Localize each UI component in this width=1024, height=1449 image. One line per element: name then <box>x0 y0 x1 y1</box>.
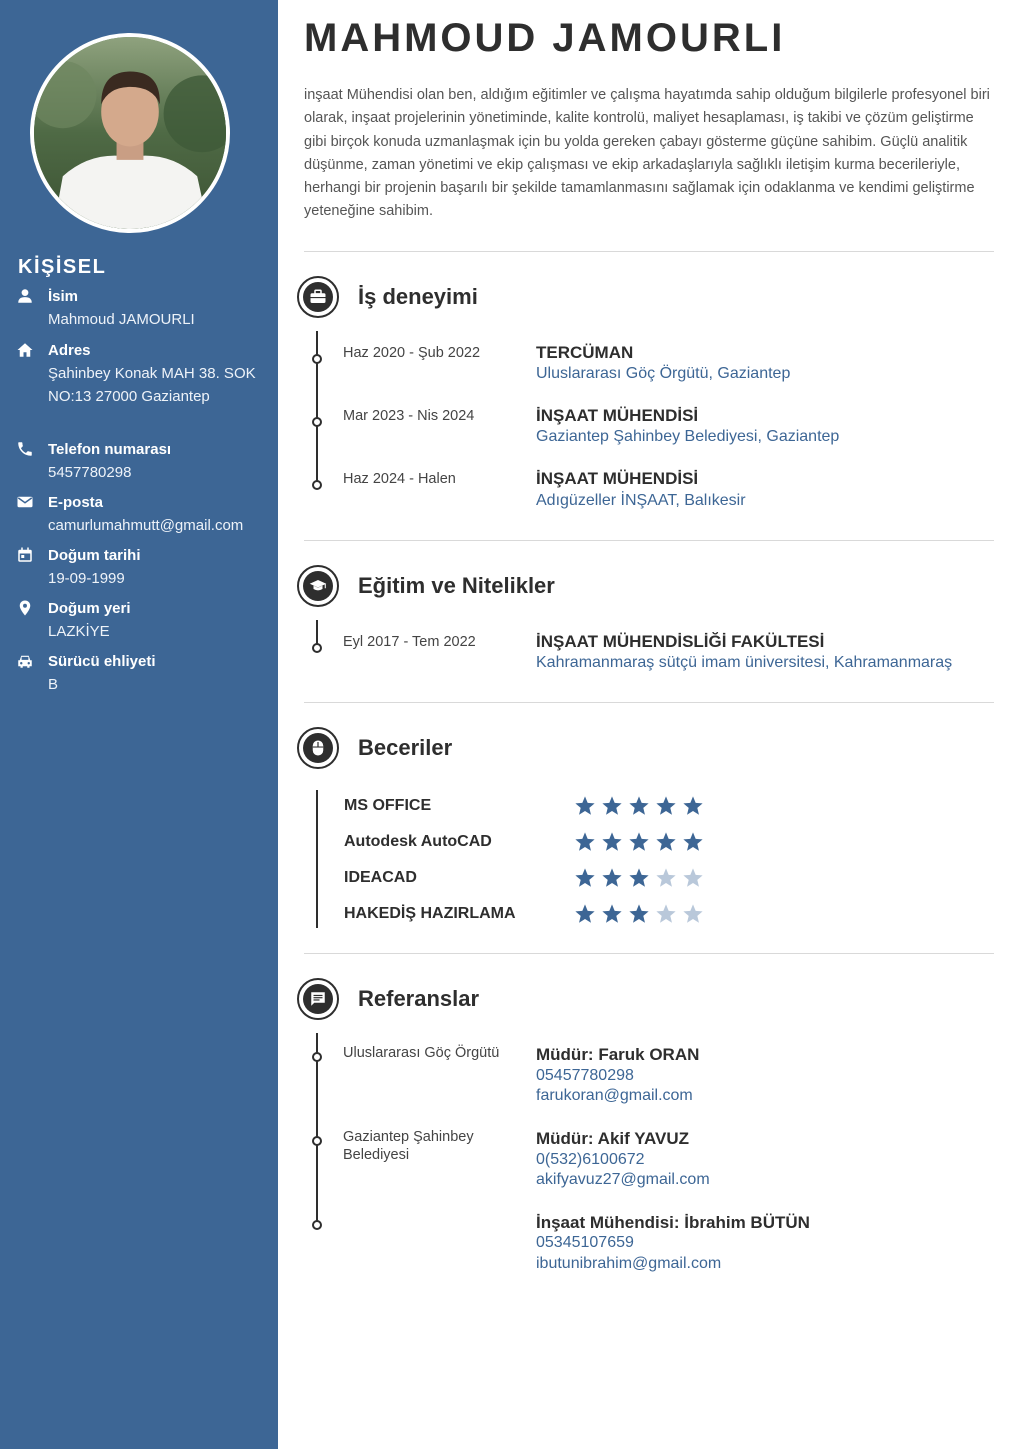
candidate-name: MAHMOUD JAMOURLI <box>304 16 786 60</box>
personal-item-birthplace <box>16 598 271 643</box>
timeline-dot <box>312 1136 322 1146</box>
personal-item-label: Sürücü ehliyeti <box>48 653 156 670</box>
star-filled-icon <box>574 903 596 925</box>
home-icon <box>16 341 34 359</box>
skill-name: IDEACAD <box>344 869 417 886</box>
skill-name: Autodesk AutoCAD <box>344 833 492 850</box>
mail-icon <box>16 493 34 511</box>
star-empty-icon <box>655 903 677 925</box>
location-pin-icon <box>16 599 34 617</box>
divider <box>304 540 994 541</box>
education-date: Eyl 2017 - Tem 2022 <box>343 634 476 650</box>
experience-date: Haz 2020 - Şub 2022 <box>343 345 481 361</box>
profile-photo <box>30 33 230 233</box>
experience-title: İş deneyimi <box>358 284 478 309</box>
divider <box>304 251 994 252</box>
personal-item-name <box>16 286 271 331</box>
personal-item-address <box>16 340 271 408</box>
personal-item-value: Şahinbey Konak MAH 38. SOK NO:13 27000 Gaziantep <box>48 365 256 405</box>
skill-rating <box>574 831 709 853</box>
divider <box>304 702 994 703</box>
message-icon <box>309 990 327 1008</box>
star-filled-icon <box>628 903 650 925</box>
experience-org: Adıgüzeller İNŞAAT, Balıkesir <box>536 492 746 509</box>
personal-item-value: Mahmoud JAMOURLI <box>48 311 195 328</box>
person-icon <box>16 287 34 305</box>
star-filled-icon <box>655 831 677 853</box>
reference-email: ibutunibrahim@gmail.com <box>536 1255 722 1272</box>
personal-item-value: LAZKİYE <box>48 623 110 640</box>
timeline-dot <box>312 417 322 427</box>
skill-name: HAKEDİŞ HAZIRLAMA <box>344 905 516 922</box>
experience-org: Gaziantep Şahinbey Belediyesi, Gaziantep <box>536 428 840 445</box>
timeline-dot <box>312 1052 322 1062</box>
star-filled-icon <box>655 795 677 817</box>
star-filled-icon <box>628 795 650 817</box>
personal-item-phone <box>16 439 271 484</box>
timeline-dot <box>312 643 322 653</box>
star-filled-icon <box>682 795 704 817</box>
briefcase-icon <box>309 288 327 306</box>
star-empty-icon <box>682 903 704 925</box>
star-filled-icon <box>601 903 623 925</box>
skill-name: MS OFFICE <box>344 797 432 814</box>
education-degree: İNŞAAT MÜHENDİSLİĞİ FAKÜLTESİ <box>536 632 825 651</box>
timeline-dot <box>312 354 322 364</box>
mouse-icon <box>310 739 326 757</box>
star-empty-icon <box>655 867 677 889</box>
star-empty-icon <box>682 867 704 889</box>
phone-icon <box>16 440 34 458</box>
reference-phone: 05345107659 <box>536 1234 634 1251</box>
references-section-icon <box>297 978 339 1020</box>
timeline-dot <box>312 1220 322 1230</box>
personal-item-value: B <box>48 676 59 693</box>
personal-item-label: Adres <box>48 342 91 359</box>
calendar-icon <box>16 546 34 564</box>
reference-phone: 05457780298 <box>536 1067 634 1084</box>
education-section-icon <box>297 565 339 607</box>
education-title: Eğitim ve Nitelikler <box>358 573 555 598</box>
timeline-line <box>316 790 318 928</box>
experience-date: Haz 2024 - Halen <box>343 471 456 487</box>
personal-item-value: 5457780298 <box>48 464 132 481</box>
experience-role: TERCÜMAN <box>536 343 634 362</box>
star-filled-icon <box>628 831 650 853</box>
reference-org: Gaziantep Şahinbey Belediyesi <box>343 1129 474 1163</box>
star-filled-icon <box>574 795 596 817</box>
personal-item-label: Doğum tarihi <box>48 547 141 564</box>
reference-email: farukoran@gmail.com <box>536 1087 693 1104</box>
references-title: Referanslar <box>358 986 480 1011</box>
reference-phone: 0(532)6100672 <box>536 1151 645 1168</box>
personal-item-label: Doğum yeri <box>48 600 131 617</box>
personal-item-value: camurlumahmutt@gmail.com <box>48 517 244 534</box>
graduation-cap-icon <box>309 577 327 595</box>
personal-item-label: E-posta <box>48 494 104 511</box>
star-filled-icon <box>601 795 623 817</box>
skill-rating <box>574 867 709 889</box>
star-filled-icon <box>628 867 650 889</box>
experience-role: İNŞAAT MÜHENDİSİ <box>536 469 699 488</box>
personal-heading: KİŞİSEL <box>18 256 107 278</box>
star-filled-icon <box>574 867 596 889</box>
profile-photo-image <box>34 37 226 229</box>
star-filled-icon <box>601 867 623 889</box>
experience-role: İNŞAAT MÜHENDİSİ <box>536 406 699 425</box>
timeline-line <box>316 1033 318 1227</box>
experience-section-icon <box>297 276 339 318</box>
personal-item-license <box>16 651 271 696</box>
star-filled-icon <box>574 831 596 853</box>
experience-org: Uluslararası Göç Örgütü, Gaziantep <box>536 365 791 382</box>
reference-org: Uluslararası Göç Örgütü <box>343 1045 500 1061</box>
skill-rating <box>574 795 709 817</box>
skills-section-icon <box>297 727 339 769</box>
skill-rating <box>574 903 709 925</box>
reference-name: İnşaat Mühendisi: İbrahim BÜTÜN <box>536 1213 810 1232</box>
profile-summary: inşaat Mühendisi olan ben, aldığım eğitimler ve çalışma hayatımda sahip olduğum bilgilerle profesyonel biri olarak, inşaat projelerinin yönetiminde, kalite kontrolü, maliyet hesaplaması, iş takibi ve çözüm geliştirme gibi birçok konuda uzmanlaşmak için bu yolda gereken çabayı gösterme güçüne sahibim. Güçlü analitik düşünme, zaman yönetimi ve ekip çalışması ve ekip arkadaşlarıyla sağlıklı iletişim kurma becerileriyle, herhangi bir projenin başarılı bir şekilde tamamlanmasını sağlamak için odaklanma ve kendimi geliştirme yeteneğine sahibim. <box>304 87 990 220</box>
sidebar <box>0 0 278 1449</box>
personal-item-label: İsim <box>48 288 79 305</box>
personal-item-value: 19-09-1999 <box>48 570 125 587</box>
personal-item-email <box>16 492 271 537</box>
star-filled-icon <box>601 831 623 853</box>
skills-title: Beceriler <box>358 735 453 760</box>
reference-name: Müdür: Faruk ORAN <box>536 1045 700 1064</box>
star-filled-icon <box>682 831 704 853</box>
car-icon <box>16 652 34 670</box>
personal-item-birthdate <box>16 545 271 590</box>
personal-item-label: Telefon numarası <box>48 441 172 458</box>
reference-email: akifyavuz27@gmail.com <box>536 1171 710 1188</box>
reference-name: Müdür: Akif YAVUZ <box>536 1129 690 1148</box>
experience-date: Mar 2023 - Nis 2024 <box>343 408 475 424</box>
timeline-dot <box>312 480 322 490</box>
divider <box>304 953 994 954</box>
education-school: Kahramanmaraş sütçü imam üniversitesi, Kahramanmaraş <box>536 654 953 671</box>
